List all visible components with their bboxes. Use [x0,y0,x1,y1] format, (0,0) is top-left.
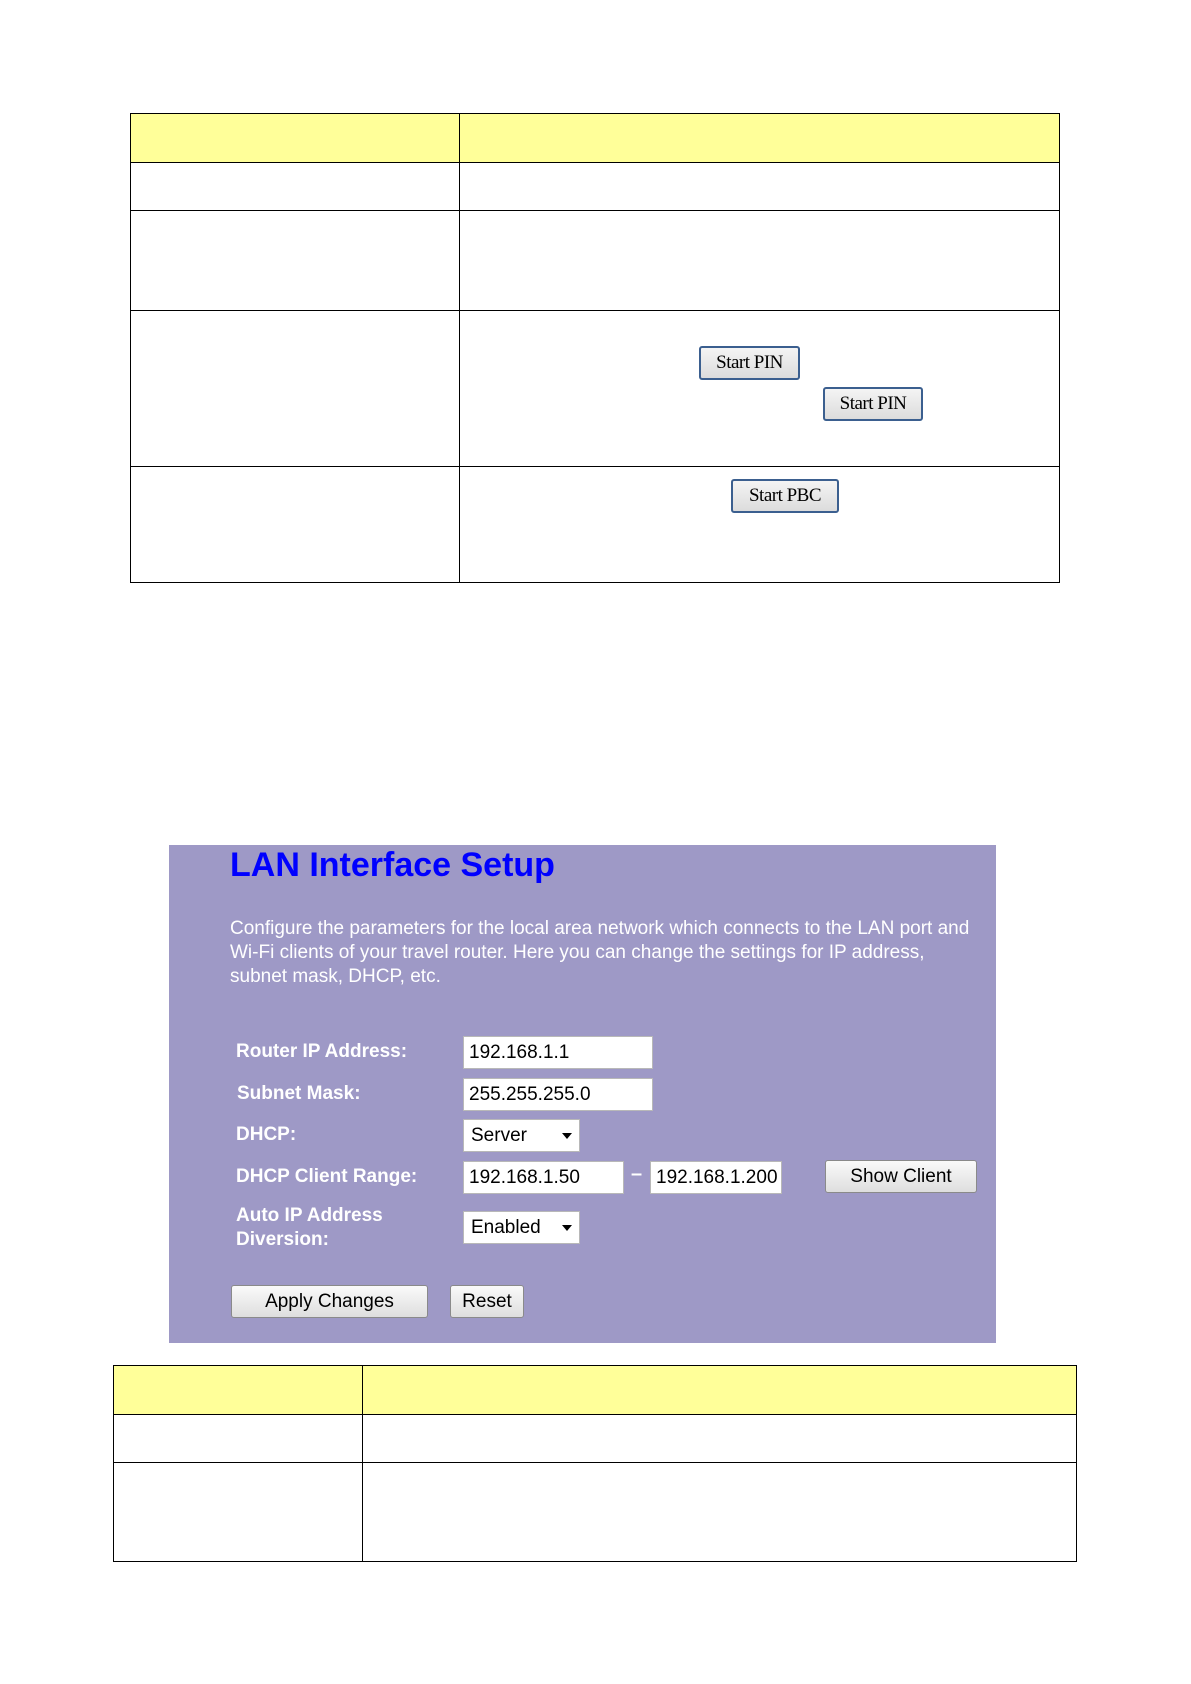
table-cell [114,1463,363,1562]
table-cell [460,163,1060,211]
pbc-cell-content [460,467,1059,582]
subnet-mask-label: Subnet Mask: [237,1083,361,1104]
show-client-button[interactable]: Show Client [825,1160,977,1193]
auto-ip-select-value: Enabled [471,1217,541,1238]
dhcp-select-value: Server [471,1125,527,1146]
auto-ip-label-line2: Diversion: [236,1229,329,1250]
table-header-cell [114,1366,363,1415]
lan-interface-setup-panel [169,845,996,1343]
dhcp-range-start-input[interactable]: 192.168.1.50 [463,1161,624,1194]
auto-ip-label-line1: Auto IP Address [236,1205,383,1226]
table-row [131,163,1060,211]
table-cell [460,311,1060,467]
page-title: LAN Interface Setup [230,846,555,884]
start-pin-button-2[interactable]: Start PIN [823,387,923,421]
table-cell [114,1415,363,1463]
table-cell [460,211,1060,311]
router-ip-label: Router IP Address: [236,1041,408,1062]
table-cell [131,163,460,211]
auto-ip-label [236,1204,383,1252]
start-pbc-button[interactable]: Start PBC [731,479,839,513]
page-description: Configure the parameters for the local area network which connects to the LAN port and Wi-Fi clients of your travel router. Here you can change the settings for IP address, subnet mask, DHCP, etc. [230,918,970,987]
table-cell [131,211,460,311]
table-cell [131,311,460,467]
dhcp-label: DHCP: [236,1124,297,1145]
table-header-cell [363,1366,1077,1415]
dhcp-select[interactable] [463,1119,580,1152]
table-cell [460,467,1060,583]
table-row [114,1415,1077,1463]
lan-description-table [113,1365,1077,1562]
auto-ip-select[interactable] [463,1211,580,1244]
table-row [131,311,1060,467]
dhcp-range-label: DHCP Client Range: [236,1166,418,1187]
subnet-mask-input[interactable]: 255.255.255.0 [463,1078,653,1111]
table-cell [363,1415,1077,1463]
table-header-cell [131,114,460,163]
table-header-row [114,1366,1077,1415]
start-pin-button[interactable]: Start PIN [699,346,800,380]
range-separator: – [631,1163,643,1185]
table-row [114,1463,1077,1562]
chevron-down-icon [562,1133,572,1139]
table-cell [131,467,460,583]
reset-button[interactable]: Reset [450,1285,524,1318]
apply-changes-button[interactable]: Apply Changes [231,1285,428,1318]
pin-cell-content [460,311,1059,466]
wps-description-table [130,113,1060,583]
table-row [131,467,1060,583]
table-header-row [131,114,1060,163]
dhcp-range-end-input[interactable]: 192.168.1.200 [650,1161,782,1194]
table-row [131,211,1060,311]
table-header-cell [460,114,1060,163]
router-ip-input[interactable]: 192.168.1.1 [463,1036,653,1069]
chevron-down-icon [562,1225,572,1231]
table-cell [363,1463,1077,1562]
